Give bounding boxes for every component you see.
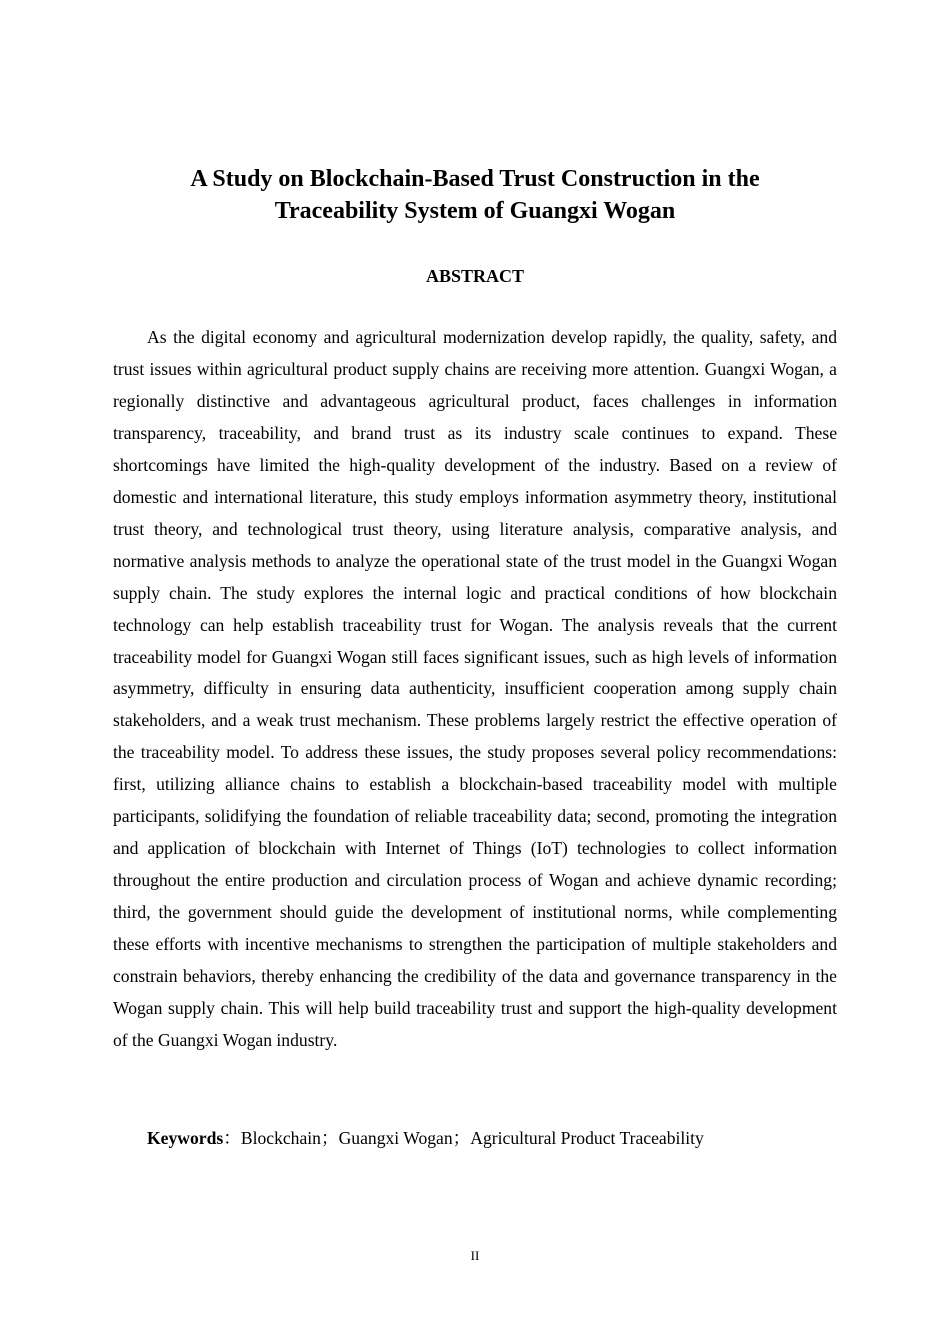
paper-title-line-1: A Study on Blockchain-Based Trust Construction in the <box>190 166 760 192</box>
abstract-body: As the digital economy and agricultural modernization develop rapidly, the quality, safety, and trust issues within agricultural product supply chains are receiving more attention. Guangxi Wogan, a regionally distinctive and advantageous agricultural product, faces challenges in information transparency, traceability, and brand trust as its industry scale continues to expand. These shortcomings have limited the high-quality development of the industry. Based on a review of domestic and international literature, this study employs information asymmetry theory, institutional trust theory, and technological trust theory, using literature analysis, comparative analysis, and normative analysis methods to analyze the operational state of the trust model in the Guangxi Wogan supply chain. The study explores the internal logic and practical conditions of how blockchain technology can help establish traceability trust for Wogan. The analysis reveals that the current traceability model for Guangxi Wogan still faces significant issues, such as high levels of information asymmetry, difficulty in ensuring data authenticity, insufficient cooperation among supply chain stakeholders, and a weak trust mechanism. These problems largely restrict the effective operation of the traceability model. To address these issues, the study proposes several policy recommendations: first, utilizing alliance chains to establish a blockchain-based traceability model with multiple participants, solidifying the foundation of reliable traceability data; second, promoting the integration and application of blockchain with Internet of Things (IoT) technologies to collect information throughout the entire production and circulation process of Wogan and achieve dynamic recording; third, the government should guide the development of institutional norms, while complementing these efforts with incentive mechanisms to strengthen the participation of multiple stakeholders and constrain behaviors, thereby enhancing the credibility of the data and governance transparency in the Wogan supply chain. This will help build traceability trust and support the high-quality development of the Guangxi Wogan industry. <box>113 327 837 1050</box>
keyword-item: Guangxi Wogan <box>338 1128 453 1148</box>
abstract-heading: ABSTRACT <box>425 266 525 286</box>
keywords-label: Keywords <box>147 1128 224 1148</box>
keywords-line <box>147 1122 837 1154</box>
keywords-label-separator: ： <box>223 1128 241 1148</box>
keyword-item: Blockchain <box>240 1128 321 1148</box>
keyword-separator: ； <box>320 1128 339 1148</box>
page-number: II <box>470 1248 480 1263</box>
paper-title-line-2: Traceability System of Guangxi Wogan <box>274 198 676 224</box>
keyword-item: Agricultural Product Traceability <box>470 1128 704 1148</box>
keyword-separator: ； <box>452 1128 471 1148</box>
paper-title <box>113 163 837 227</box>
